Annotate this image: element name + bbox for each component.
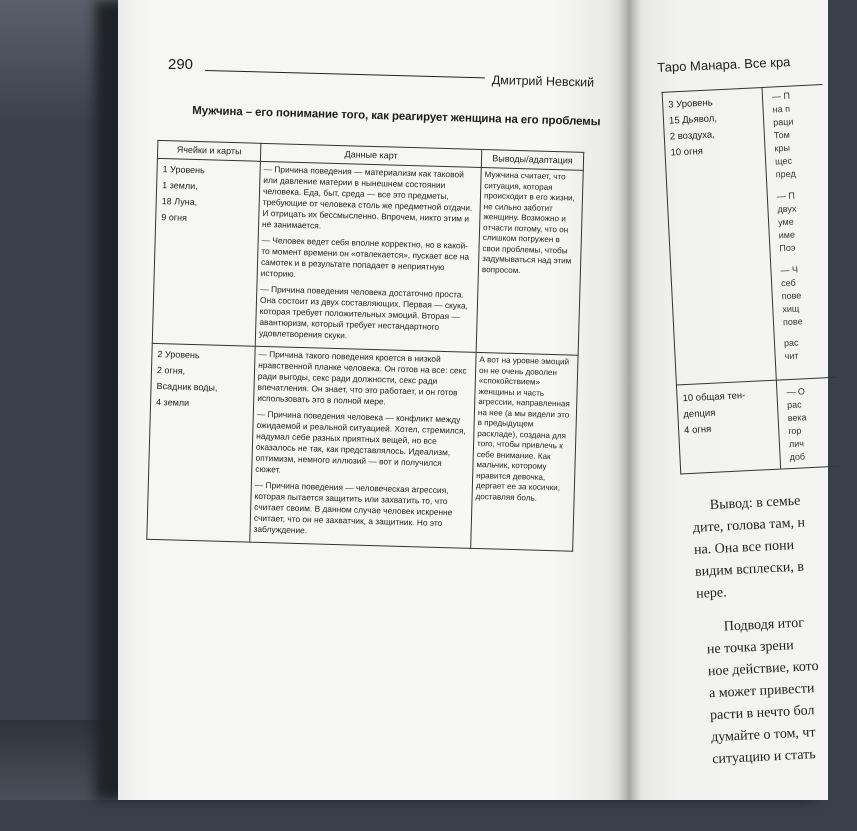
table-fragment: — Ч: [780, 264, 799, 276]
text-line: не точка зрени: [706, 638, 795, 658]
column-header-cells: Ячейки и карты: [157, 140, 260, 161]
text-line: думайте о том, чт: [710, 725, 816, 746]
conclusion-cell: А вот на уровне эмоций он не очень доволен «спокойствием» женщины и часть агрессии, направленная на нее (а мы видели это в предыдущем раскладе), создана для того, чтобы привлечь к себе внимание. Как мальчик, которому нравится девочка, дергает ее за косички, доставляя боль.: [471, 352, 578, 551]
table-fragment: хищ: [782, 303, 800, 315]
text-line: видим всплески, в: [694, 559, 805, 580]
card-data-paragraph: — Причина поведения человека достаточно проста. Она состоит из двух составляющих. Первая — скука, которая требует положительных эмоций. Вторая — авантюризм, который требует нестандартного удовлетворения скуки.: [258, 283, 469, 341]
text-line: дите, голова там, н: [692, 515, 806, 536]
text-line: Вывод: в семье: [709, 493, 801, 514]
card-line: 2 воздуха,: [669, 129, 716, 143]
card-data-paragraph: — Человек ведет себя вполне корректно, но в какой-то момент времени он «отвлекается», пускает все на самотек и в результате попадает в неприятную историю.: [260, 234, 470, 279]
table-fragment: доб: [789, 451, 806, 463]
card-line: 1 Уровень: [162, 164, 205, 176]
table-fragment: — П: [771, 90, 791, 102]
text-line: ное действие, кото: [707, 658, 819, 680]
table-fragment: лич: [788, 438, 805, 450]
conclusion-cell: Мужчина считает, что ситуация, которая происходит в его жизни, не сильно заботит женщину. Возможно и отчасти потому, что он слишком погружен в свои проблемы, чтобы задумываться над этим вопросом.: [476, 167, 583, 355]
table-fragment: пове: [782, 316, 803, 328]
card-line: 1 земли,: [162, 180, 198, 192]
table-fragment: раци: [772, 116, 794, 128]
table-fragment: рас: [783, 337, 799, 349]
page-number: 290: [168, 56, 194, 73]
table-fragment: чит: [784, 350, 799, 362]
card-line: 10 огня: [670, 145, 704, 159]
table-fragment: Поэ: [779, 242, 796, 254]
table-fragment: кры: [774, 142, 791, 154]
table-fragment: име: [778, 229, 796, 241]
card-line: Всадник воды,: [156, 381, 218, 393]
card-line: 4 огня: [683, 423, 712, 437]
table-fragment: — П: [776, 190, 796, 202]
table-fragment: пове: [781, 290, 802, 302]
card-line: 3 Уровень: [667, 97, 714, 111]
text-line: на. Она все пони: [693, 537, 795, 558]
card-data-paragraph: — Причина поведения — человеческая агрессия, которая пытается защитить или захватить то, что считает своим. В данном случае человек искренне считает, что он не захватчик, а защитник. Но это заблуждение.: [253, 479, 453, 536]
table-fragment: пред: [775, 168, 796, 180]
table-fragment: уме: [777, 216, 794, 228]
running-head-author: Дмитрий Невский: [491, 73, 595, 90]
text-line: а может привести: [708, 681, 815, 702]
table-fragment: на п: [772, 103, 791, 115]
card-line: 2 огня,: [156, 365, 186, 376]
card-line: 10 общая тен-: [682, 390, 746, 405]
table-fragment: двух: [777, 203, 797, 215]
right-cards-cell: [668, 95, 719, 161]
table-fragment: рас: [786, 399, 802, 411]
column-header-conclusions: Выводы/адаптация: [481, 149, 583, 170]
text-line: нере.: [695, 585, 727, 602]
running-head-title: Таро Манара. Все кра: [657, 54, 791, 75]
table-fragment: гор: [788, 425, 802, 437]
text-line: Подводя итог: [723, 615, 805, 635]
card-line: 4 земли: [155, 397, 190, 408]
card-line: 2 Уровень: [157, 349, 200, 361]
table-fragment: щес: [774, 155, 793, 167]
column-header-data: Данные карт: [260, 143, 481, 167]
card-line: дenция: [683, 407, 716, 421]
table-fragment: — О: [786, 386, 806, 398]
table-fragment: себ: [780, 277, 796, 289]
card-data-paragraph: — Причина такого поведения кроется в низкой нравственной планке человека. Он готов на все: секс ради выгоды, секс ради должности, секс ради впечатления. Он знает, что это работает, и он готов использовать это в полной мере.: [257, 348, 467, 407]
card-line: 9 огня: [161, 212, 188, 223]
card-line: 15 Дьявол,: [668, 113, 718, 127]
right-cards-cell: [682, 388, 747, 439]
card-data-paragraph: — Причина поведения человека — конфликт между ожидаемой и реальной ситуацией. Хотел, стремился, надумал себе разных приятных вещей, но все оказалось не так, как представлялось. Идеализм, оптимизм, немного иллюзий — вот и получился сюжет.: [255, 408, 466, 475]
text-line: расти в нечто бол: [709, 703, 815, 724]
table-fragment: века: [787, 412, 807, 424]
card-data-paragraph: — Причина поведения — материализм как таковой или давление материи в нынешнем состоянии человека. Еда, быт, среда — все это предметы, требующие от человека столь же предметной отдачи. И отрицать их бессмысленно. Впрочем, никто этим и не занимается.: [261, 163, 473, 231]
table-fragment: Том: [773, 129, 791, 141]
card-line: 18 Луна,: [161, 196, 198, 208]
table-heading: Мужчина – его понимание того, как реагирует женщина на его проблемы: [192, 104, 601, 129]
text-line: ситуацию и стать: [711, 747, 817, 768]
